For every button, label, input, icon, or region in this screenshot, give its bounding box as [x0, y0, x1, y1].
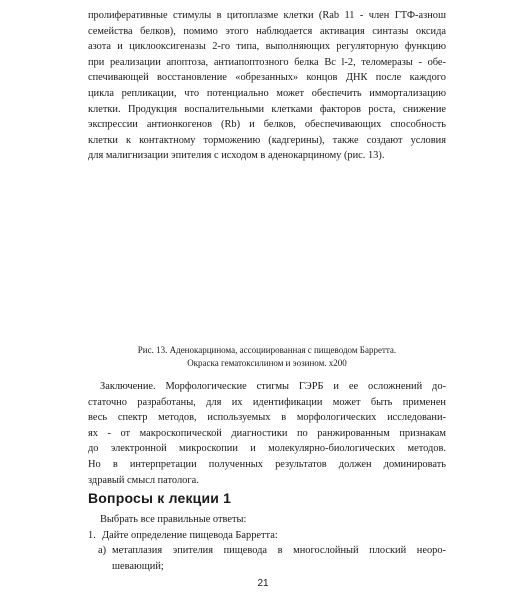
answer-option	[88, 543, 446, 574]
question-item	[88, 528, 446, 544]
text-line: шевающий;	[112, 560, 164, 572]
figure-caption	[88, 344, 446, 370]
text-line: спечивающей восстановление «обрезанных» концов ДНК после каждого	[88, 72, 446, 84]
question-number: 1.	[88, 529, 96, 541]
body-paragraph	[88, 8, 446, 164]
text-line: ях - от макроскопической диагностики по ранжированным признакам	[88, 427, 446, 439]
text-line: клетки к контактному торможению (кадгерины), также создают условия	[88, 134, 446, 146]
answer-letter: а)	[98, 545, 107, 557]
text-line: Но в интерпретации полученных результатов должен доминировать	[88, 458, 446, 470]
page-number: 21	[257, 578, 269, 589]
section-heading: Вопросы к лекции 1	[88, 490, 232, 506]
text-line: Заключение. Морфологические стигмы ГЭРБ и ее осложнений до-	[100, 381, 446, 392]
questions-intro: Выбрать все правильные ответы:	[100, 514, 247, 525]
question-text: Дайте определение пищевода Барретта:	[102, 529, 278, 541]
text-line: пролиферативные стимулы в цитоплазме клетки (Rab 11 - член ГТФ-азнош	[88, 10, 446, 21]
text-line: весь спектр методов, используемых в морфологических исследовани-	[88, 412, 446, 424]
answer-text	[112, 543, 446, 574]
caption-line: Рис. 13. Аденокарцинома, ассоциированная с пищеводом Барретта.	[137, 345, 397, 355]
text-line: экспрессии антионкогенов (Rb) и белков, обеспечивающих способность	[88, 119, 446, 131]
text-line: здравый смысл патолога.	[88, 474, 199, 486]
text-line: азота и циклооксигеназы 2-го типа, выполняющих регуляторную функцию	[88, 41, 446, 53]
text-line: клетки. Продукция воспалительными клетками факторов роста, снижение	[88, 103, 446, 115]
text-line: при реализации апоптоза, антиапоптозного белка Bc l-2, теломеразы - обе-	[88, 56, 446, 68]
text-line: статочно разработаны, для их идентификации может быть применен	[88, 396, 446, 408]
text-line: метаплазия эпителия пищевода в многослойный плоский неоро-	[112, 545, 446, 557]
questions-list	[88, 512, 446, 574]
text-line: семейства белков), помимо этого наблюдается активация синтазы оксида	[88, 25, 446, 37]
figure-placeholder	[88, 160, 446, 338]
text-line: цикла репликации, что потенциально может обеспечить иммортализацию	[88, 87, 446, 99]
caption-line: Окраска гематоксилином и эозином. х200	[187, 358, 347, 368]
text-line: до электронной микроскопии и молекулярно-биологических методов.	[88, 443, 446, 455]
text-line: для малигнизации эпителия с исходом в аденокарциному (рис. 13).	[88, 150, 385, 162]
conclusion-paragraph	[88, 379, 446, 488]
